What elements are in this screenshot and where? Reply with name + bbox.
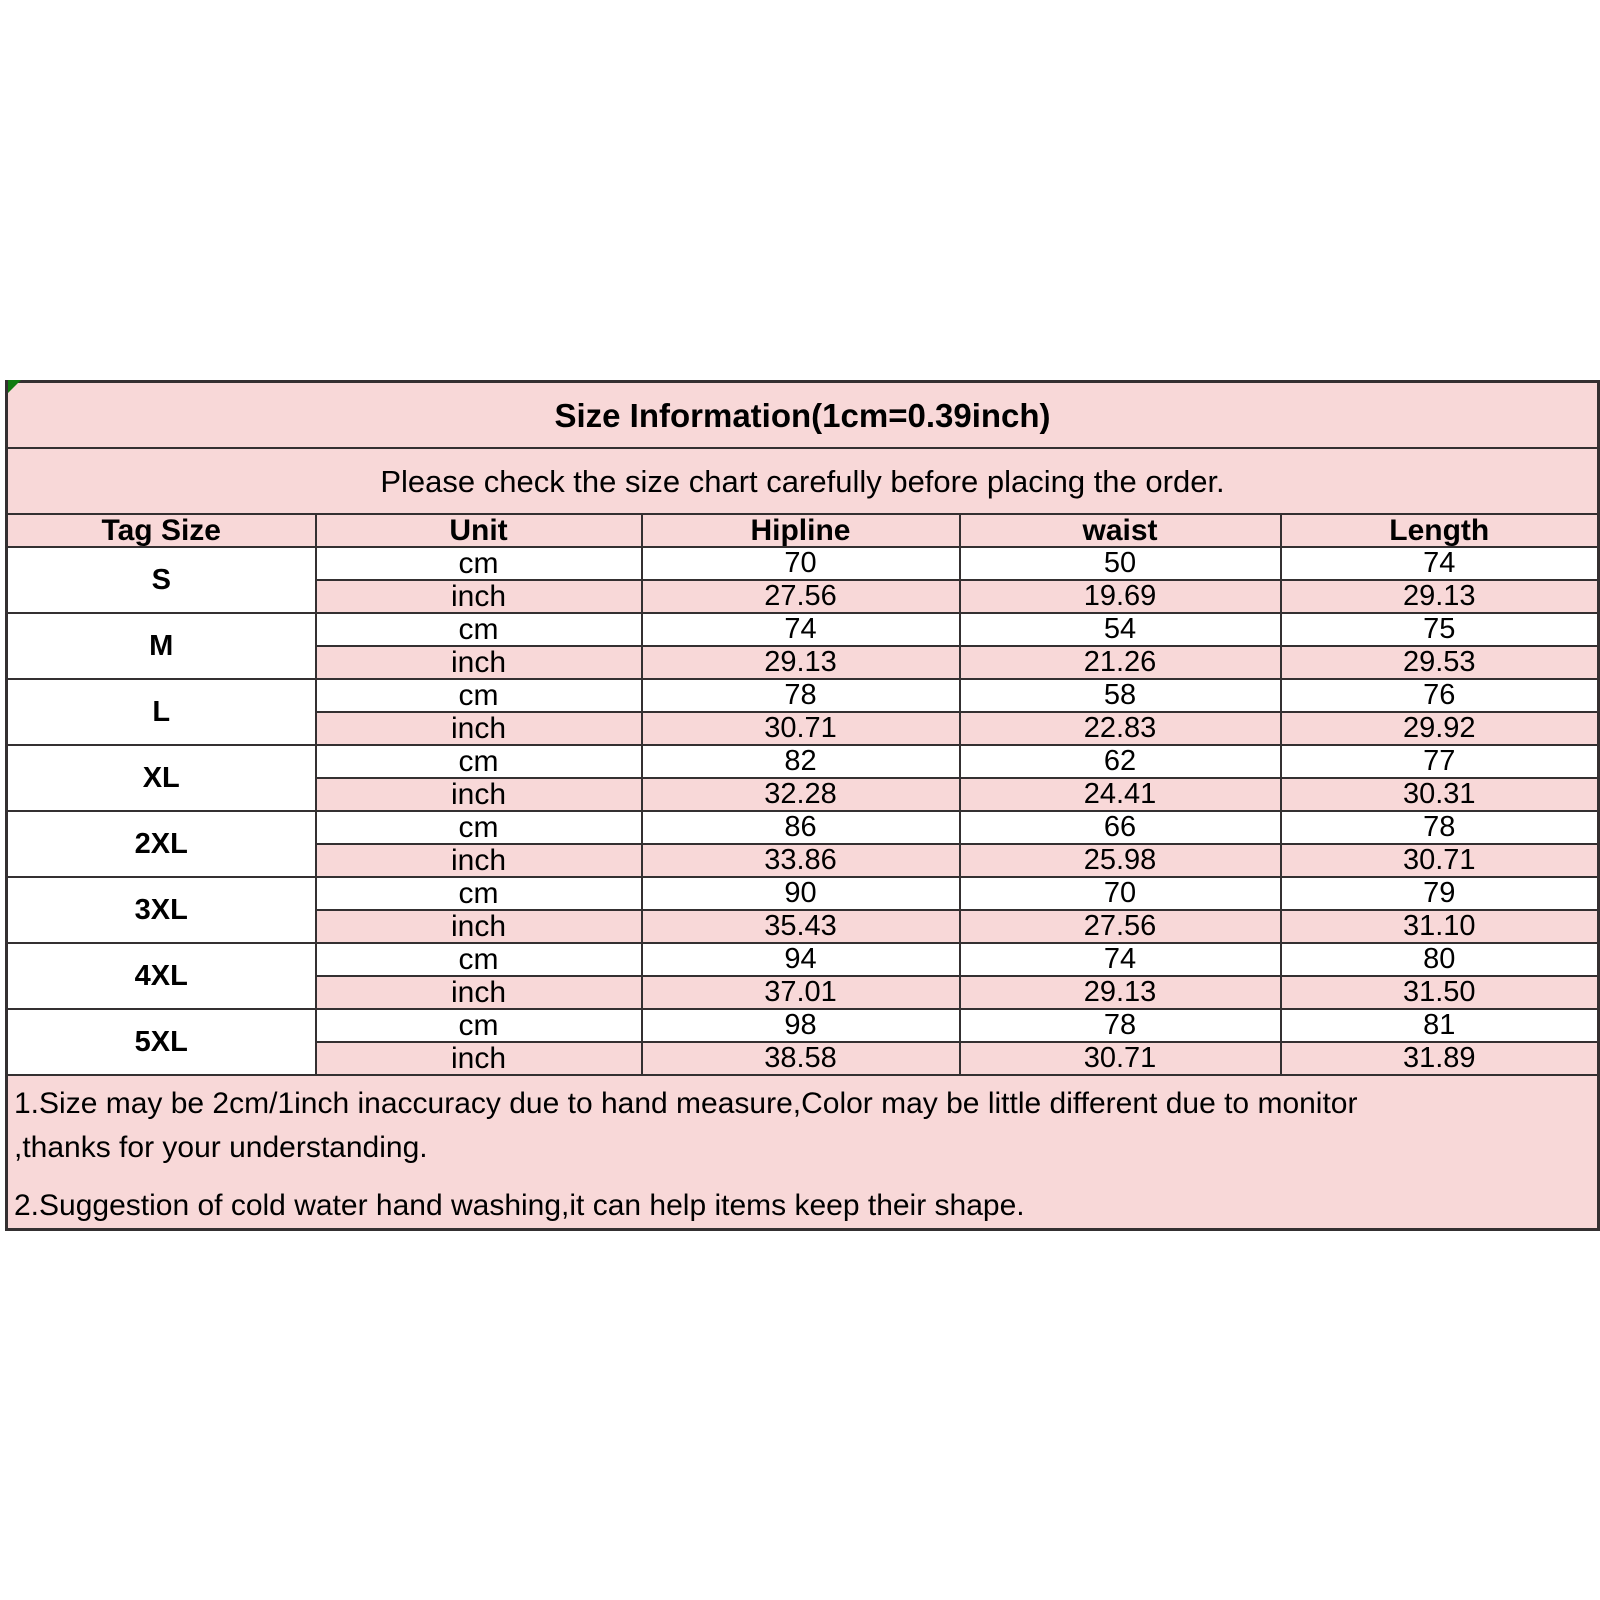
length-value: 31.89 — [1281, 1042, 1599, 1075]
hipline-value: 37.01 — [642, 976, 960, 1009]
hipline-value: 33.86 — [642, 844, 960, 877]
unit-cell: cm — [316, 811, 642, 844]
length-value: 81 — [1281, 1009, 1599, 1042]
hipline-value: 38.58 — [642, 1042, 960, 1075]
waist-value: 19.69 — [960, 580, 1281, 613]
length-value: 31.10 — [1281, 910, 1599, 943]
column-header-tag-size: Tag Size — [7, 514, 316, 547]
unit-cell: inch — [316, 844, 642, 877]
hipline-value: 74 — [642, 613, 960, 646]
unit-cell: inch — [316, 712, 642, 745]
unit-cell: cm — [316, 679, 642, 712]
chart-subtitle: Please check the size chart carefully before placing the order. — [7, 448, 1599, 514]
unit-cell: cm — [316, 1009, 642, 1042]
unit-cell: cm — [316, 877, 642, 910]
hipline-value: 86 — [642, 811, 960, 844]
table-row-4xl-cm — [7, 943, 1599, 976]
unit-cell: cm — [316, 745, 642, 778]
tag-size-cell: 3XL — [7, 877, 316, 943]
note-line-1: 1.Size may be 2cm/1inch inaccuracy due to hand measure,Color may be little different due to monitor — [14, 1087, 1358, 1120]
table-row-m-cm — [7, 613, 1599, 646]
chart-title: Size Information(1cm=0.39inch) — [7, 382, 1599, 449]
column-header-hipline: Hipline — [642, 514, 960, 547]
unit-cell: inch — [316, 646, 642, 679]
waist-value: 74 — [960, 943, 1281, 976]
unit-cell: cm — [316, 613, 642, 646]
waist-value: 78 — [960, 1009, 1281, 1042]
unit-cell: inch — [316, 910, 642, 943]
hipline-value: 35.43 — [642, 910, 960, 943]
length-value: 29.13 — [1281, 580, 1599, 613]
waist-value: 29.13 — [960, 976, 1281, 1009]
length-value: 80 — [1281, 943, 1599, 976]
hipline-value: 29.13 — [642, 646, 960, 679]
hipline-value: 78 — [642, 679, 960, 712]
notes-cell — [7, 1075, 1599, 1230]
waist-value: 50 — [960, 547, 1281, 580]
length-value: 76 — [1281, 679, 1599, 712]
length-value: 78 — [1281, 811, 1599, 844]
hipline-value: 98 — [642, 1009, 960, 1042]
hipline-value: 27.56 — [642, 580, 960, 613]
tag-size-cell: S — [7, 547, 316, 613]
unit-cell: inch — [316, 778, 642, 811]
size-chart-table — [5, 380, 1600, 1231]
table-row-2xl-cm — [7, 811, 1599, 844]
hipline-value: 82 — [642, 745, 960, 778]
length-value: 74 — [1281, 547, 1599, 580]
tag-size-cell: 4XL — [7, 943, 316, 1009]
length-value: 29.92 — [1281, 712, 1599, 745]
note-line-2: ,thanks for your understanding. — [14, 1131, 428, 1164]
waist-value: 66 — [960, 811, 1281, 844]
length-value: 30.71 — [1281, 844, 1599, 877]
size-chart — [5, 380, 1597, 1231]
waist-value: 30.71 — [960, 1042, 1281, 1075]
unit-cell: inch — [316, 580, 642, 613]
table-row-s-cm — [7, 547, 1599, 580]
waist-value: 70 — [960, 877, 1281, 910]
hipline-value: 70 — [642, 547, 960, 580]
table-row-5xl-cm — [7, 1009, 1599, 1042]
column-header-unit: Unit — [316, 514, 642, 547]
tag-size-cell: L — [7, 679, 316, 745]
waist-value: 27.56 — [960, 910, 1281, 943]
tag-size-cell: XL — [7, 745, 316, 811]
table-row-3xl-cm — [7, 877, 1599, 910]
table-row-l-cm — [7, 679, 1599, 712]
waist-value: 62 — [960, 745, 1281, 778]
length-value: 77 — [1281, 745, 1599, 778]
length-value: 29.53 — [1281, 646, 1599, 679]
column-header-length: Length — [1281, 514, 1599, 547]
unit-cell: inch — [316, 1042, 642, 1075]
hipline-value: 94 — [642, 943, 960, 976]
waist-value: 21.26 — [960, 646, 1281, 679]
waist-value: 24.41 — [960, 778, 1281, 811]
waist-value: 22.83 — [960, 712, 1281, 745]
waist-value: 25.98 — [960, 844, 1281, 877]
column-header-waist: waist — [960, 514, 1281, 547]
hipline-value: 32.28 — [642, 778, 960, 811]
hipline-value: 30.71 — [642, 712, 960, 745]
length-value: 75 — [1281, 613, 1599, 646]
length-value: 31.50 — [1281, 976, 1599, 1009]
hipline-value: 90 — [642, 877, 960, 910]
length-value: 30.31 — [1281, 778, 1599, 811]
note-line-3: 2.Suggestion of cold water hand washing,it can help items keep their shape. — [14, 1189, 1025, 1222]
tag-size-cell: 5XL — [7, 1009, 316, 1075]
waist-value: 58 — [960, 679, 1281, 712]
unit-cell: cm — [316, 547, 642, 580]
waist-value: 54 — [960, 613, 1281, 646]
unit-cell: inch — [316, 976, 642, 1009]
length-value: 79 — [1281, 877, 1599, 910]
tag-size-cell: 2XL — [7, 811, 316, 877]
tag-size-cell: M — [7, 613, 316, 679]
unit-cell: cm — [316, 943, 642, 976]
table-row-xl-cm — [7, 745, 1599, 778]
